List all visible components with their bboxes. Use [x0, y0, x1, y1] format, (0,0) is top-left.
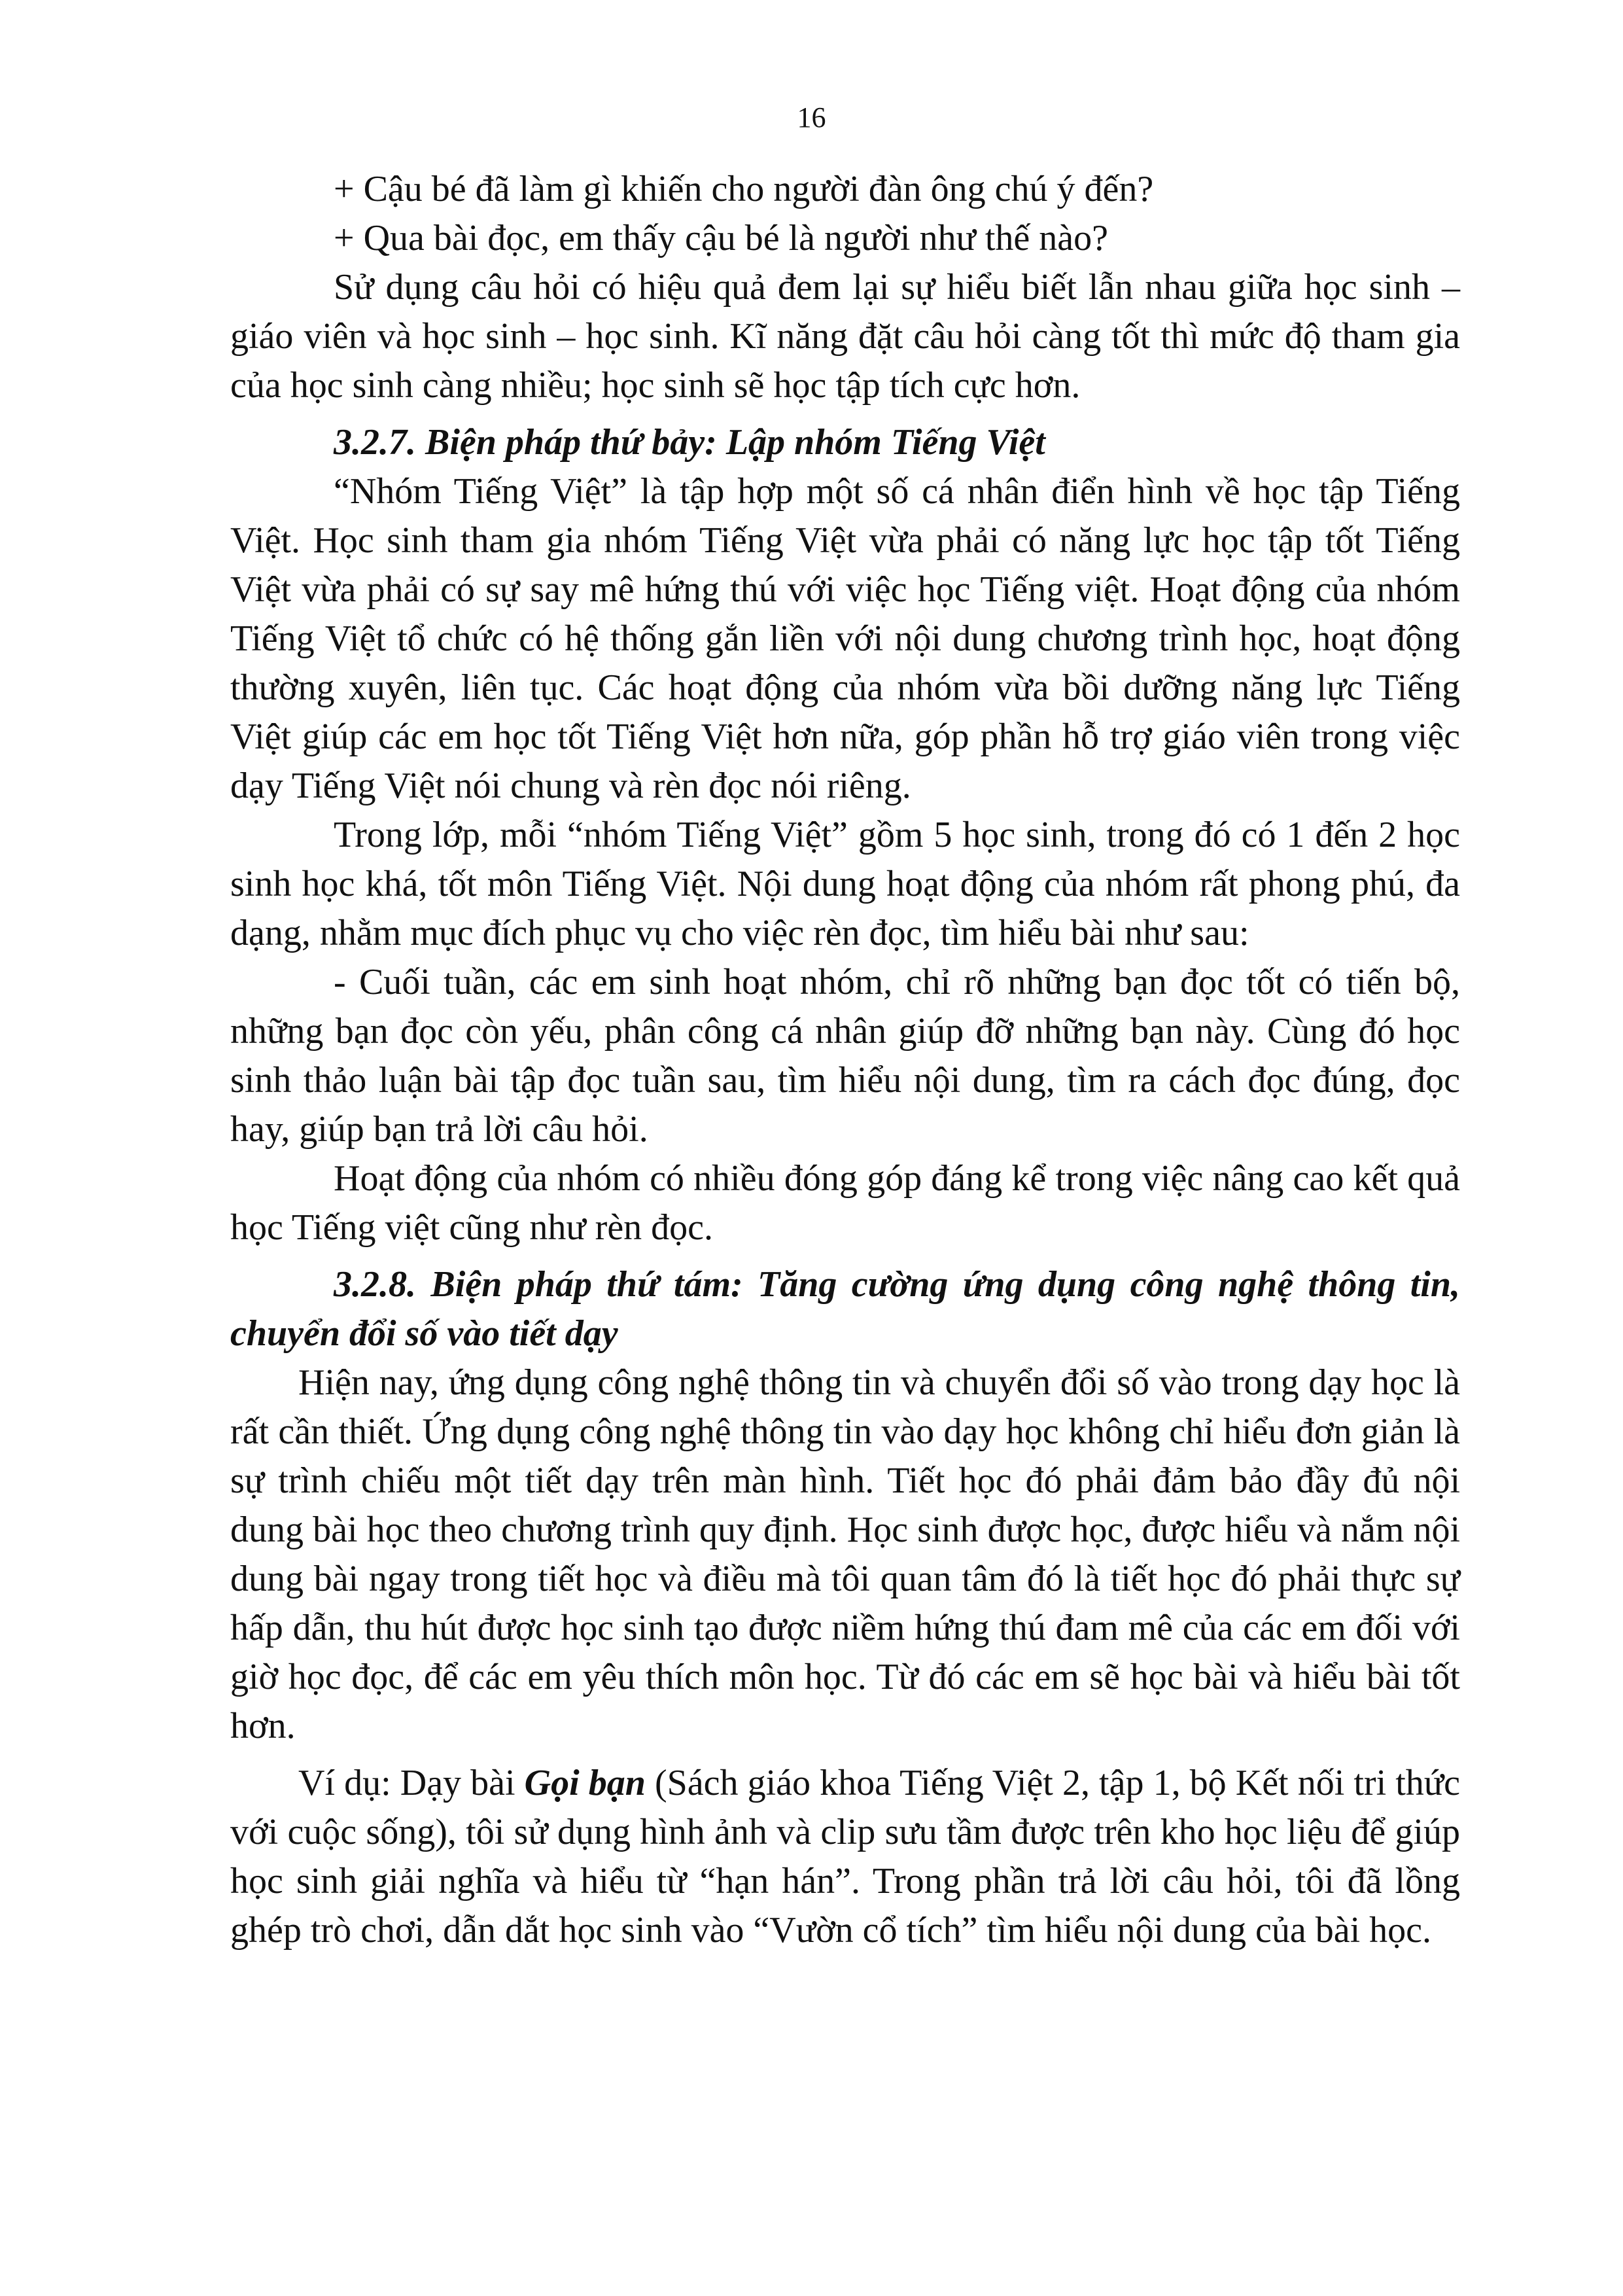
section-heading-3-2-7: 3.2.7. Biện pháp thứ bảy: Lập nhóm Tiếng Việt [334, 422, 1045, 463]
paragraph-question-2: + Qua bài đọc, em thấy cậu bé là người như thế nào? [334, 218, 1108, 258]
page-number: 16 [797, 101, 826, 133]
lesson-title: Gọi bạn [524, 1763, 646, 1803]
section-heading-3-2-8: 3.2.8. Biện pháp thứ tám: Tăng cường ứng dụng công nghệ thông tin, chuyển đổi số vào tiết dạy [230, 1264, 1460, 1354]
paragraph-example [230, 1759, 1460, 1955]
page-body [230, 165, 1460, 1955]
example-body: (Sách giáo khoa Tiếng Việt 2, tập 1, bộ Kết nối tri thức với cuộc sống), tôi sử dụng hình ảnh và clip sưu tầm được trên kho học liệu để giúp học sinh giải nghĩa và hiểu từ “hạn hán”. Trong phần trả lời câu hỏi, tôi đã lồng ghép trò chơi, dẫn dắt học sinh vào “Vườn cổ tích” tìm hiểu nội dung của bài học. [230, 1763, 1460, 1951]
paragraph-group-composition: Trong lớp, mỗi “nhóm Tiếng Việt” gồm 5 học sinh, trong đó có 1 đến 2 học sinh học khá, tốt môn Tiếng Việt. Nội dung hoạt động của nhóm rất phong phú, đa dạng, nhằm mục đích phục vụ cho việc rèn đọc, tìm hiểu bài như sau: [230, 815, 1460, 953]
paragraph-weekly-activity: - Cuối tuần, các em sinh hoạt nhóm, chỉ rõ những bạn đọc tốt có tiến bộ, những bạn đọc còn yếu, phân công cá nhân giúp đỡ những bạn này. Cùng đó học sinh thảo luận bài tập đọc tuần sau, tìm hiểu nội dung, tìm ra cách đọc đúng, đọc hay, giúp bạn trả lời câu hỏi. [230, 962, 1460, 1150]
paragraph-group-definition: “Nhóm Tiếng Việt” là tập hợp một số cá nhân điển hình về học tập Tiếng Việt. Học sinh tham gia nhóm Tiếng Việt vừa phải có năng lực học tập tốt Tiếng Việt vừa phải có sự say mê hứng thú với việc học Tiếng việt. Hoạt động của nhóm Tiếng Việt tổ chức có hệ thống gắn liền với nội dung chương trình học, hoạt động thường xuyên, liên tục. Các hoạt động của nhóm vừa bồi dưỡng năng lực Tiếng Việt giúp các em học tốt Tiếng Việt hơn nữa, góp phần hỗ trợ giáo viên trong việc dạy Tiếng Việt nói chung và rèn đọc nói riêng. [230, 471, 1460, 806]
paragraph-technology: Hiện nay, ứng dụng công nghệ thông tin và chuyển đổi số vào trong dạy học là rất cần thiết. Ứng dụng công nghệ thông tin vào dạy học không chỉ hiểu đơn giản là sự trình chiếu một tiết dạy trên màn hình. Tiết học đó phải đảm bảo đầy đủ nội dung bài học theo chương trình quy định. Học sinh được học, được hiểu và nắm nội dung bài ngay trong tiết học và điều mà tôi quan tâm đó là tiết học đó phải thực sự hấp dẫn, thu hút được học sinh tạo được niềm hứng thú đam mê của các em đối với giờ học đọc, để các em yêu thích môn học. Từ đó các em sẽ học bài và hiểu bài tốt hơn. [230, 1362, 1460, 1746]
example-intro: Ví dụ: Dạy bài [298, 1763, 525, 1803]
paragraph-group-contribution: Hoạt động của nhóm có nhiều đóng góp đáng kể trong việc nâng cao kết quả học Tiếng việt cũng như rèn đọc. [230, 1158, 1460, 1248]
paragraph-question-1: + Cậu bé đã làm gì khiến cho người đàn ông chú ý đến? [334, 169, 1154, 209]
paragraph-question-effect: Sử dụng câu hỏi có hiệu quả đem lại sự hiểu biết lẫn nhau giữa học sinh – giáo viên và học sinh – học sinh. Kĩ năng đặt câu hỏi càng tốt thì mức độ tham gia của học sinh càng nhiều; học sinh sẽ học tập tích cực hơn. [230, 267, 1460, 406]
